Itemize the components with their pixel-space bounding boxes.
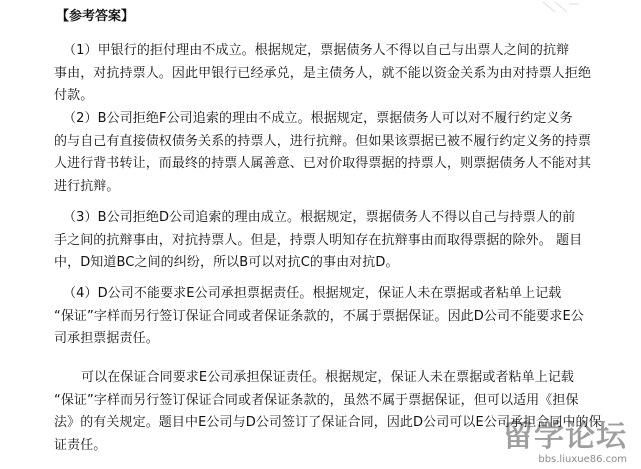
paragraph-1 — [54, 40, 592, 108]
paragraph-3 — [54, 207, 583, 275]
paragraph-line: 证责任。 — [54, 437, 107, 453]
paragraph-5 — [54, 367, 602, 457]
paragraph-line: （3）B公司拒绝D公司追索的理由成立。根据规定，票据债务人不得以自己与持票人的前 — [63, 210, 576, 225]
watermark-url: bbs.liuxue86.com — [538, 454, 627, 465]
paragraph-line: （1）甲银行的拒付理由不成立。根据规定，票据债务人不得以自己与出票人之间的抗辩 — [63, 43, 570, 58]
paragraph-line: （4）D公司不能要求E公司承担票据责任。根据规定，保证人未在票据或者粘单上记载 — [63, 286, 562, 301]
paragraph-line: （2）B公司拒绝F公司追索的理由不成立。根据规定，票据债务人可以对不履行约定义务 — [63, 111, 573, 126]
decorative-corner-icon — [541, 0, 581, 20]
paragraph-line: 可以在保证合同要求E公司承担保证责任。根据规定，保证人未在票据或者粘单上记载 — [81, 370, 575, 385]
paragraph-line: 手之间的抗辩事由，对抗持票人。但是，持票人明知存在抗辩事由而取得票据的除外。 题目 — [54, 232, 583, 248]
paragraph-line: “保证”字样而另行签订保证合同或者保证条款的，虽然不属于票据保证，但可以适用《担保 — [54, 392, 579, 408]
paragraph-line: 进行抗辩。 — [54, 178, 120, 194]
paragraph-line: 司承担票据责任。 — [54, 331, 159, 346]
paragraph-line: 付款。 — [54, 88, 94, 103]
paragraph-line: 人进行背书转让，而最终的持票人属善意、已对价取得票据的持票人，则票据债务人不能对其 — [54, 156, 592, 171]
paragraph-line: 的与自己有直接债权债务关系的持票人，进行抗辩。但如果该票据已被不履行约定义务的持票 — [54, 133, 592, 149]
watermark-logo: 留学论坛 — [503, 419, 627, 454]
paragraph-line: “保证”字样而另行签订保证合同或者保证条款的，不属于票据保证。因此D公司不能要求E公 — [54, 308, 584, 324]
paragraph-line: 法》的有关规定。题目中E公司与D公司签订了保证合同，因此D公司可以E公司承担合同中的保 — [54, 415, 602, 430]
paragraph-2 — [54, 108, 592, 198]
paragraph-line: 事由，对抗持票人。因此甲银行已经承兑，是主债务人，就不能以资金关系为由对持票人拒绝 — [54, 65, 592, 81]
paragraph-4 — [54, 283, 584, 351]
paragraph-line: 中，D知道BC之间的纠纷，所以B可以对抗C的事由对抗D。 — [54, 255, 399, 270]
answer-heading: 【参考答案】 — [56, 9, 135, 24]
